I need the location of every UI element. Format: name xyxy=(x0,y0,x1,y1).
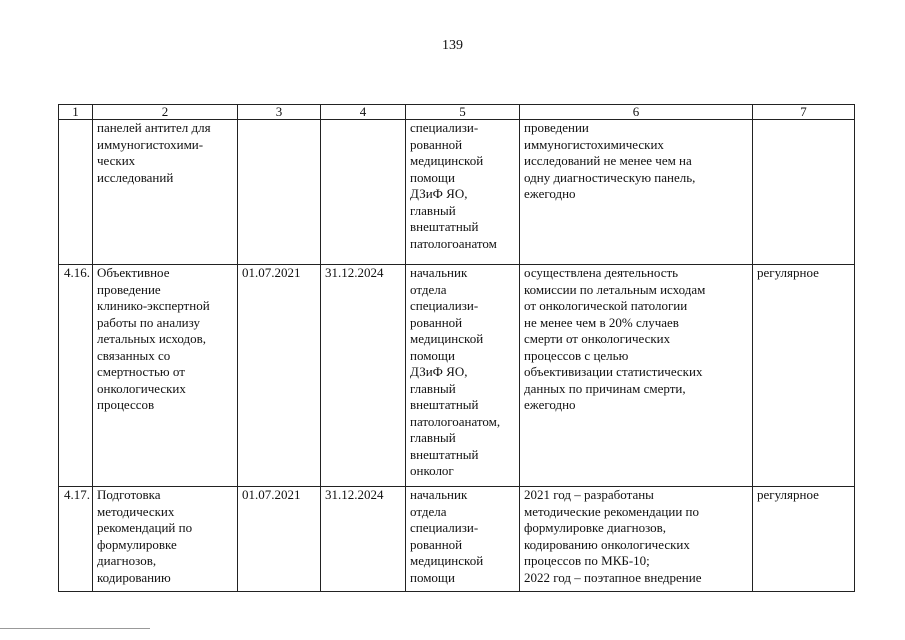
responsible-cell xyxy=(406,265,520,487)
column-header: 4 xyxy=(321,105,406,120)
start-date: 01.07.2021 xyxy=(238,487,321,592)
type-cell: регулярное xyxy=(753,487,855,592)
responsible-line: рованной xyxy=(410,136,463,152)
column-header: 6 xyxy=(520,105,753,120)
responsible-cell xyxy=(406,120,520,265)
task-line: Подготовка xyxy=(97,487,161,502)
footer-rule xyxy=(0,628,150,629)
result-line: формулировке диагнозов, xyxy=(524,520,667,535)
result-line: ежегодно xyxy=(524,186,576,201)
task-line: формулировке xyxy=(97,536,177,552)
task-cell xyxy=(93,265,238,487)
task-line: работы по анализу xyxy=(97,314,201,330)
task-line: панелей антител для xyxy=(97,120,211,135)
result-line: проведении xyxy=(524,120,589,135)
responsible-line: медицинской xyxy=(410,153,484,168)
task-cell xyxy=(93,120,238,265)
result-line: от онкологической патологии xyxy=(524,298,688,313)
start-date xyxy=(238,120,321,265)
result-line: иммуногистохимических xyxy=(524,136,664,152)
responsible-line: отдела xyxy=(410,281,447,297)
responsible-line: рованной xyxy=(410,314,463,330)
result-line: 2021 год – разработаны xyxy=(524,487,654,502)
page-number: 139 xyxy=(442,38,463,53)
responsible-line: внештатный xyxy=(410,446,479,462)
column-header: 3 xyxy=(238,105,321,120)
result-line: кодированию онкологических xyxy=(524,536,690,552)
task-line: клинико-экспертной xyxy=(97,298,210,313)
responsible-line: внештатный xyxy=(410,397,479,412)
responsible-line: специализи- xyxy=(410,520,479,535)
responsible-line: ДЗиФ ЯО, xyxy=(410,186,468,201)
table-row xyxy=(59,265,855,487)
table-row xyxy=(59,487,855,592)
responsible-line: онколог xyxy=(410,463,454,478)
end-date: 31.12.2024 xyxy=(321,265,406,487)
responsible-line: медицинской xyxy=(410,331,484,346)
type-cell xyxy=(753,120,855,265)
task-line: рекомендаций по xyxy=(97,520,193,535)
column-header: 1 xyxy=(59,105,93,120)
item-number: 4.16. xyxy=(59,265,93,487)
result-line: исследований не менее чем на xyxy=(524,153,692,168)
responsible-line: ДЗиФ ЯО, xyxy=(410,364,468,379)
task-line: проведение xyxy=(97,281,161,297)
result-line: объективизации статистических xyxy=(524,364,703,379)
task-line: процессов xyxy=(97,397,155,412)
result-line: данных по причинам смерти, xyxy=(524,380,686,396)
responsible-line: внештатный xyxy=(410,219,479,234)
result-line: 2022 год – поэтапное внедрение xyxy=(524,569,702,585)
column-header: 5 xyxy=(406,105,520,120)
responsible-cell xyxy=(406,487,520,592)
end-date xyxy=(321,120,406,265)
result-line: ежегодно xyxy=(524,397,576,412)
task-line: методических xyxy=(97,503,175,519)
responsible-line: специализи- xyxy=(410,120,479,135)
start-date: 01.07.2021 xyxy=(238,265,321,487)
item-number: 4.17. xyxy=(59,487,93,592)
responsible-line: главный xyxy=(410,430,456,445)
task-cell xyxy=(93,487,238,592)
task-line: онкологических xyxy=(97,380,186,396)
table-row xyxy=(59,120,855,265)
task-line: кодированию xyxy=(97,569,171,585)
task-line: ческих xyxy=(97,153,136,168)
task-line: летальных исходов, xyxy=(97,331,207,346)
responsible-line: специализи- xyxy=(410,298,479,313)
task-line: иммуногистохими- xyxy=(97,136,204,152)
task-line: диагнозов, xyxy=(97,553,157,568)
plan-table xyxy=(58,104,855,592)
responsible-line: медицинской xyxy=(410,553,484,568)
responsible-line: главный xyxy=(410,380,456,396)
task-line: Объективное xyxy=(97,265,170,280)
column-header: 2 xyxy=(93,105,238,120)
item-number xyxy=(59,120,93,265)
responsible-line: отдела xyxy=(410,503,447,519)
responsible-line: помощи xyxy=(410,569,455,585)
result-cell xyxy=(520,265,753,487)
responsible-line: помощи xyxy=(410,347,455,363)
responsible-line: помощи xyxy=(410,169,455,185)
task-line: смертностью от xyxy=(97,364,185,379)
responsible-line: патологоанатом, xyxy=(410,413,501,429)
responsible-line: главный xyxy=(410,202,456,218)
responsible-line: рованной xyxy=(410,536,463,552)
responsible-line: патологоанатом xyxy=(410,235,497,251)
result-line: процессов по МКБ-10; xyxy=(524,553,650,568)
result-cell xyxy=(520,487,753,592)
result-line: осуществлена деятельность xyxy=(524,265,679,280)
task-line: исследований xyxy=(97,169,174,185)
end-date: 31.12.2024 xyxy=(321,487,406,592)
responsible-line: начальник xyxy=(410,487,468,502)
result-line: одну диагностическую панель, xyxy=(524,169,696,185)
result-line: комиссии по летальным исходам xyxy=(524,281,706,297)
result-cell xyxy=(520,120,753,265)
responsible-line: начальник xyxy=(410,265,468,280)
task-line: связанных со xyxy=(97,347,171,363)
type-cell: регулярное xyxy=(753,265,855,487)
column-number-row xyxy=(59,105,855,120)
result-line: смерти от онкологических xyxy=(524,331,671,346)
result-line: методические рекомендации по xyxy=(524,503,699,519)
result-line: процессов с целью xyxy=(524,347,629,363)
result-line: не менее чем в 20% случаев xyxy=(524,314,679,330)
column-header: 7 xyxy=(753,105,855,120)
